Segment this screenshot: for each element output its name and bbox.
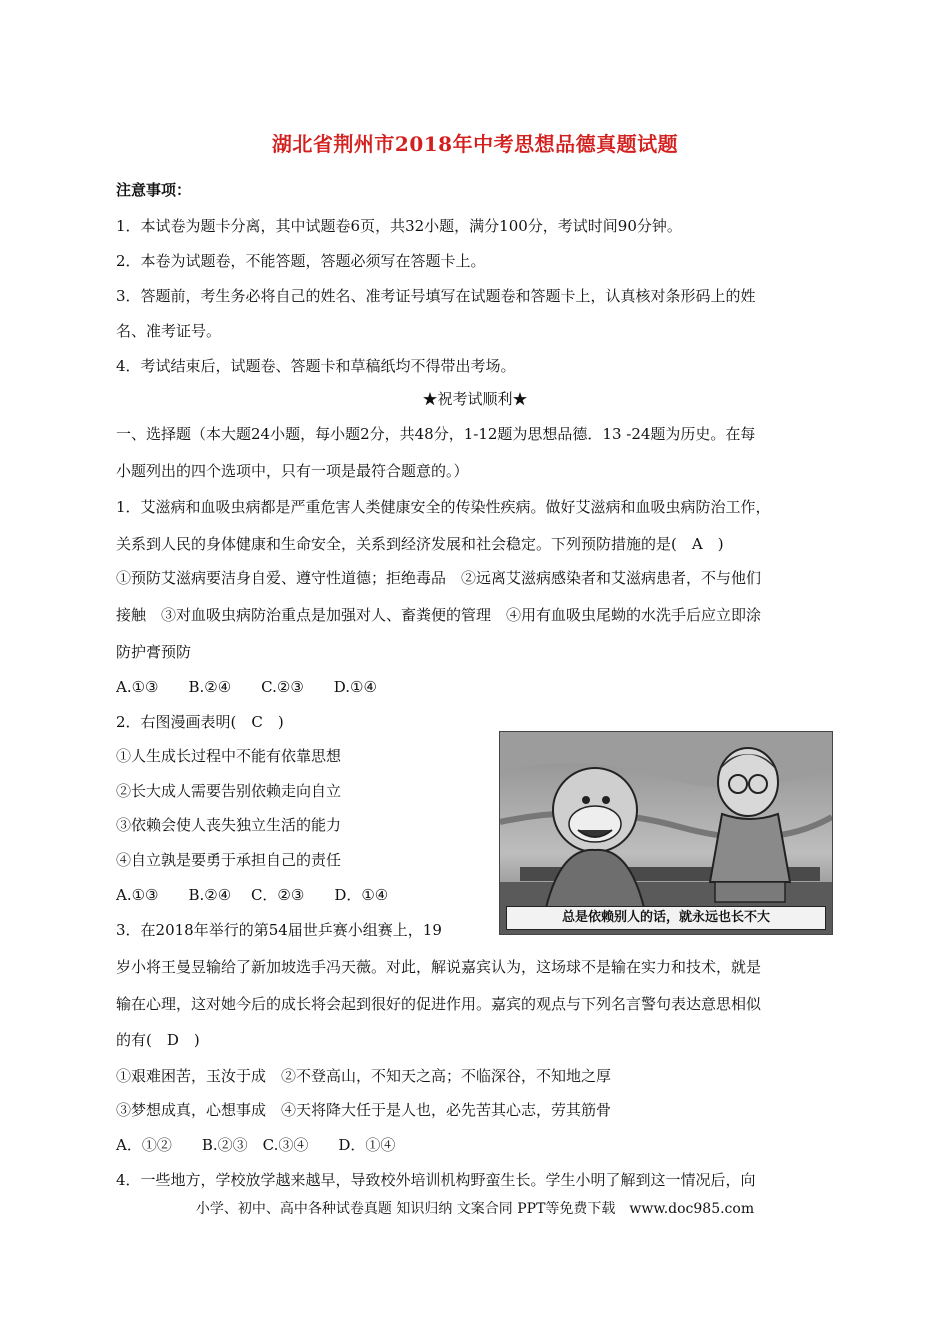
question-3-line: 3．在2018年举行的第54届世乒赛小组赛上，19	[116, 921, 442, 939]
question-1-line: 接触 ③对血吸虫病防治重点是加强对人、畜粪便的管理 ④用有血吸虫尾蚴的水洗手后应立即涂	[116, 606, 762, 624]
question-3-line: 岁小将王曼昱输给了新加坡选手冯天薇。对此，解说嘉宾认为，这场球不是输在实力和技术，就是	[116, 958, 762, 976]
notice-item: 4．考试结束后，试题卷、答题卡和草稿纸均不得带出考场。	[116, 357, 516, 375]
question-1-options: A.①③ B.②④ C.②③ D.①④	[116, 678, 377, 696]
question-1-line: 防护膏预防	[116, 643, 192, 661]
question-3-line: 的有( D )	[116, 1031, 200, 1049]
question-3-line: ①艰难困苦，玉汝于成 ②不登高山，不知天之高；不临深谷，不知地之厚	[116, 1067, 612, 1085]
question-2-line: ④自立孰是要勇于承担自己的责任	[116, 851, 342, 869]
section-instruction: 一、选择题（本大题24小题，每小题2分，共48分，1-12题为思想品德．13 -24题为历史。在每	[116, 425, 756, 443]
notice-item: 名、准考证号。	[116, 322, 222, 340]
notice-heading: 注意事项：	[116, 181, 192, 199]
comic-image	[499, 731, 833, 935]
question-1-line: 关系到人民的身体健康和生命安全，关系到经济发展和社会稳定。下列预防措施的是( A )	[116, 535, 724, 553]
comic-caption: 总是依赖别人的话，就永远也长不大	[506, 906, 826, 930]
question-2-line: ②长大成人需要告别依赖走向自立	[116, 782, 342, 800]
question-3-line: ③梦想成真，心想事成 ④天将降大任于是人也，必先苦其心志，劳其筋骨	[116, 1101, 612, 1119]
question-1-line: ①预防艾滋病要洁身自爱、遵守性道德；拒绝毒品 ②远离艾滋病感染者和艾滋病患者，不与他们	[116, 569, 762, 587]
question-2-line: ①人生成长过程中不能有依靠思想	[116, 747, 342, 765]
comic-drawing	[500, 732, 832, 934]
notice-item: 2．本卷为试题卷，不能答题，答题必须写在答题卡上。	[116, 252, 486, 270]
question-4-line: 4．一些地方，学校放学越来越早，导致校外培训机构野蛮生长。学生小明了解到这一情况后，向	[116, 1171, 756, 1189]
question-3-options: A．①② B.②③ C.③④ D．①④	[116, 1136, 396, 1154]
section-instruction: 小题列出的四个选项中，只有一项是最符合题意的。）	[116, 462, 469, 480]
question-2-options: A.①③ B.②④ C．②③ D．①④	[116, 886, 389, 904]
page-title: 湖北省荆州市2018年中考思想品德真题试题	[271, 132, 679, 156]
footer-note: 小学、初中、高中各种试卷真题 知识归纳 文案合同 PPT等免费下载 www.doc985.com	[195, 1201, 755, 1217]
notice-item: 3．答题前，考生务必将自己的姓名、准考证号填写在试题卷和答题卡上，认真核对条形码上的姓	[116, 287, 756, 305]
question-3-line: 输在心理，这对她今后的成长将会起到很好的促进作用。嘉宾的观点与下列名言警句表达意思相似	[116, 995, 762, 1013]
question-2-line: ③依赖会使人丧失独立生活的能力	[116, 816, 342, 834]
notice-item: 1．本试卷为题卡分离，其中试题卷6页，共32小题，满分100分，考试时间90分钟。	[116, 217, 682, 235]
question-2-line: 2．右图漫画表明( C )	[116, 713, 284, 731]
blessing-line: ★祝考试顺利★	[422, 390, 528, 408]
question-1-line: 1．艾滋病和血吸虫病都是严重危害人类健康安全的传染性疾病。做好艾滋病和血吸虫病防治工作，	[116, 498, 771, 516]
